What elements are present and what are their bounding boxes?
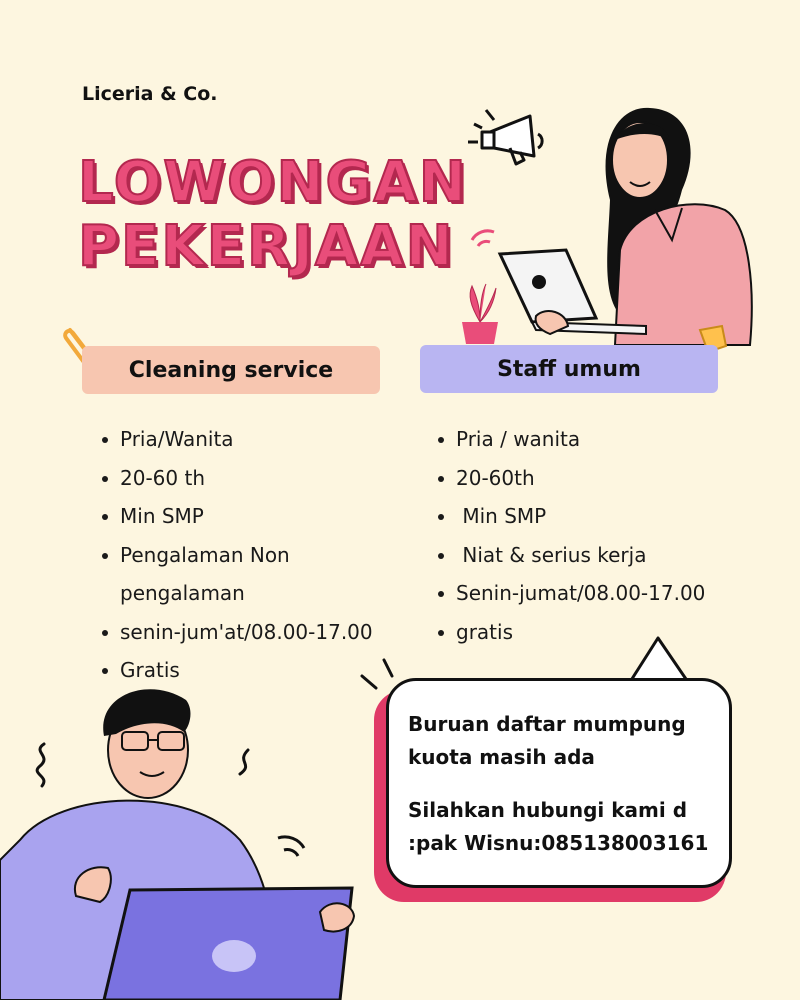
job-title-cleaning-service: Cleaning service (82, 346, 380, 394)
requirement-item: Min SMP (100, 497, 400, 536)
megaphone-icon (468, 110, 542, 164)
callout-contact: Silahkan hubungi kami d :pak Wisnu:085138003161 (408, 798, 709, 855)
requirement-item: Niat & serius kerja (436, 536, 756, 575)
headline-line-1: LOWONGAN (78, 150, 468, 215)
callout-urgency: Buruan daftar mumpung kuota masih ada (408, 712, 686, 769)
job-title-staff-umum: Staff umum (420, 345, 718, 393)
requirement-item: 20-60th (436, 459, 756, 498)
requirement-item: Senin-jumat/08.00-17.00 (436, 574, 756, 613)
company-name: Liceria & Co. (82, 83, 218, 105)
requirement-item: senin-jum'at/08.00-17.00 (100, 613, 400, 652)
wifi-icon (472, 231, 494, 246)
man-laptop-illustration (0, 640, 400, 1000)
requirement-item: Pria / wanita (436, 420, 756, 459)
requirement-item: gratis (436, 613, 756, 652)
staff-umum-requirements (436, 420, 756, 651)
requirement-item: Gratis (100, 651, 400, 690)
wifi-icon (278, 837, 304, 856)
requirement-item: 20-60 th (100, 459, 400, 498)
woman-laptop-illustration (450, 90, 780, 360)
requirement-item: Pengalaman Non pengalaman (100, 536, 350, 613)
requirement-item: Pria/Wanita (100, 420, 400, 459)
headline-line-2: PEKERJAAN (78, 214, 455, 279)
cleaning-service-requirements (100, 420, 400, 690)
callout-text (408, 708, 728, 860)
requirement-item: Min SMP (436, 497, 756, 536)
